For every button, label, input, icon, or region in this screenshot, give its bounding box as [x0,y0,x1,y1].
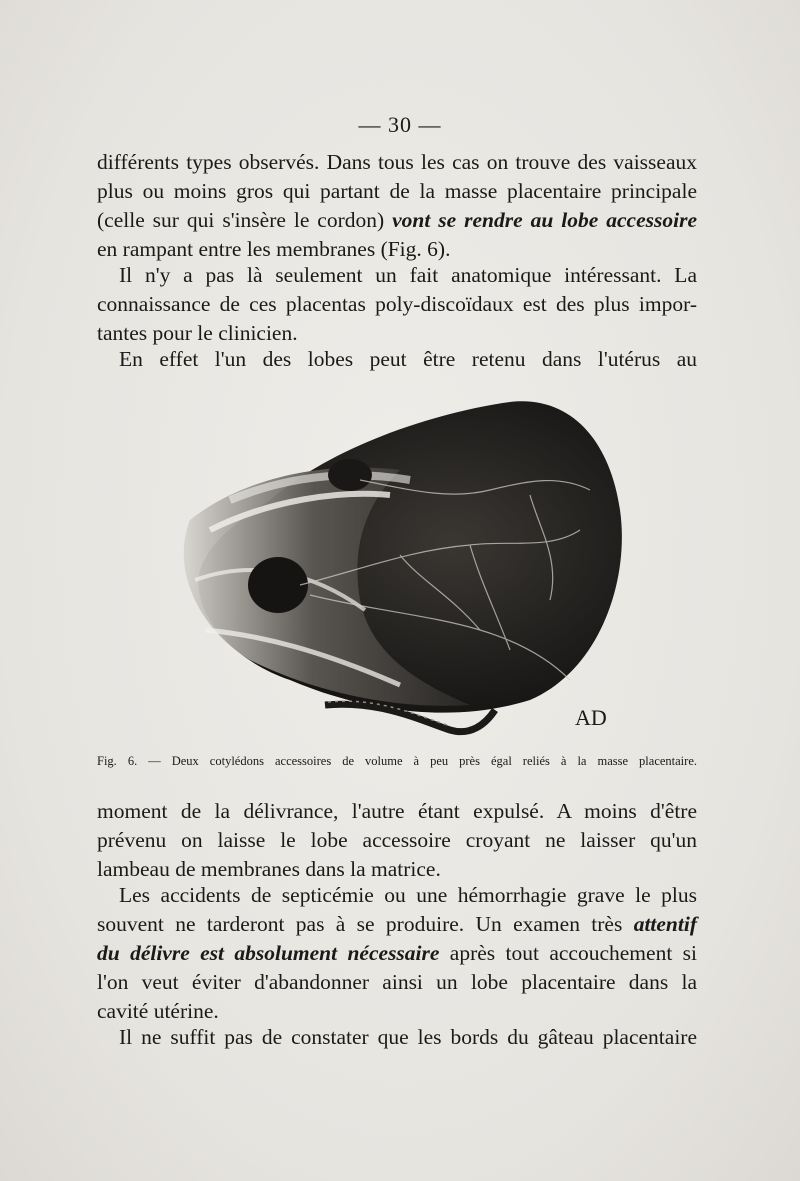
italic-text: vont se rendre au lobe accessoire [392,208,697,232]
text-line: l'on veut éviter d'abandonner ainsi un lobe placentaire dans la [97,970,697,994]
text-line [97,881,697,910]
text-line [97,939,697,968]
text-run: (celle sur qui s'insère le cordon) [97,208,393,232]
text-line: connaissance de ces placentas poly-discoïdaux est des plus impor- [97,292,697,316]
text-line [97,1023,697,1052]
text-line: moment de la délivrance, l'autre étant expulsé. A moins d'être [97,799,697,823]
page-number: — 30 — [358,112,442,137]
text-line: différents types observés. Dans tous les cas on trouve des vaisseaux [97,150,697,174]
italic-text: du délivre est absolument nécessaire [97,941,440,965]
placenta-engraving [150,380,710,750]
text-run: En effet l'un des lobes peut être retenu dans l'utérus au [119,347,697,371]
figure-caption: Fig. 6. — Deux cotylédons accessoires de volume à peu près égal reliés à la masse placentaire. [97,754,697,768]
text-run: Il n'y a pas là seulement un fait anatomique intéressant. La [119,263,697,287]
text-line: prévenu on laisse le lobe accessoire croyant ne laisser qu'un [97,828,697,852]
text-run: souvent ne tarderont pas à se produire. Un examen très [97,912,634,936]
placenta-illustration [150,380,710,750]
text-line [97,345,697,374]
paragraph-1 [97,148,697,264]
paragraph-3 [97,345,697,374]
text-line: plus ou moins gros qui partant de la masse placentaire principale [97,179,697,203]
text-line: cavité utérine. [97,999,219,1023]
text-line [97,261,697,290]
text-line: lambeau de membranes dans la matrice. [97,857,441,881]
paragraph-2 [97,261,697,348]
paragraph-6 [97,1023,697,1052]
text-run: Les accidents de septicémie ou une hémorrhagie grave le plus [119,883,697,907]
text-line [97,206,697,235]
text-line [97,910,697,939]
paragraph-4 [97,797,697,884]
text-line: en rampant entre les membranes (Fig. 6). [97,237,451,261]
italic-text: attentif [633,912,697,936]
text-run: après tout accouchement si [439,941,697,965]
artist-monogram: AD [575,705,607,730]
paragraph-5 [97,881,697,1026]
text-run: Il ne suffit pas de constater que les bords du gâteau placentaire [119,1025,697,1049]
text-line: tantes pour le clinicien. [97,321,298,345]
